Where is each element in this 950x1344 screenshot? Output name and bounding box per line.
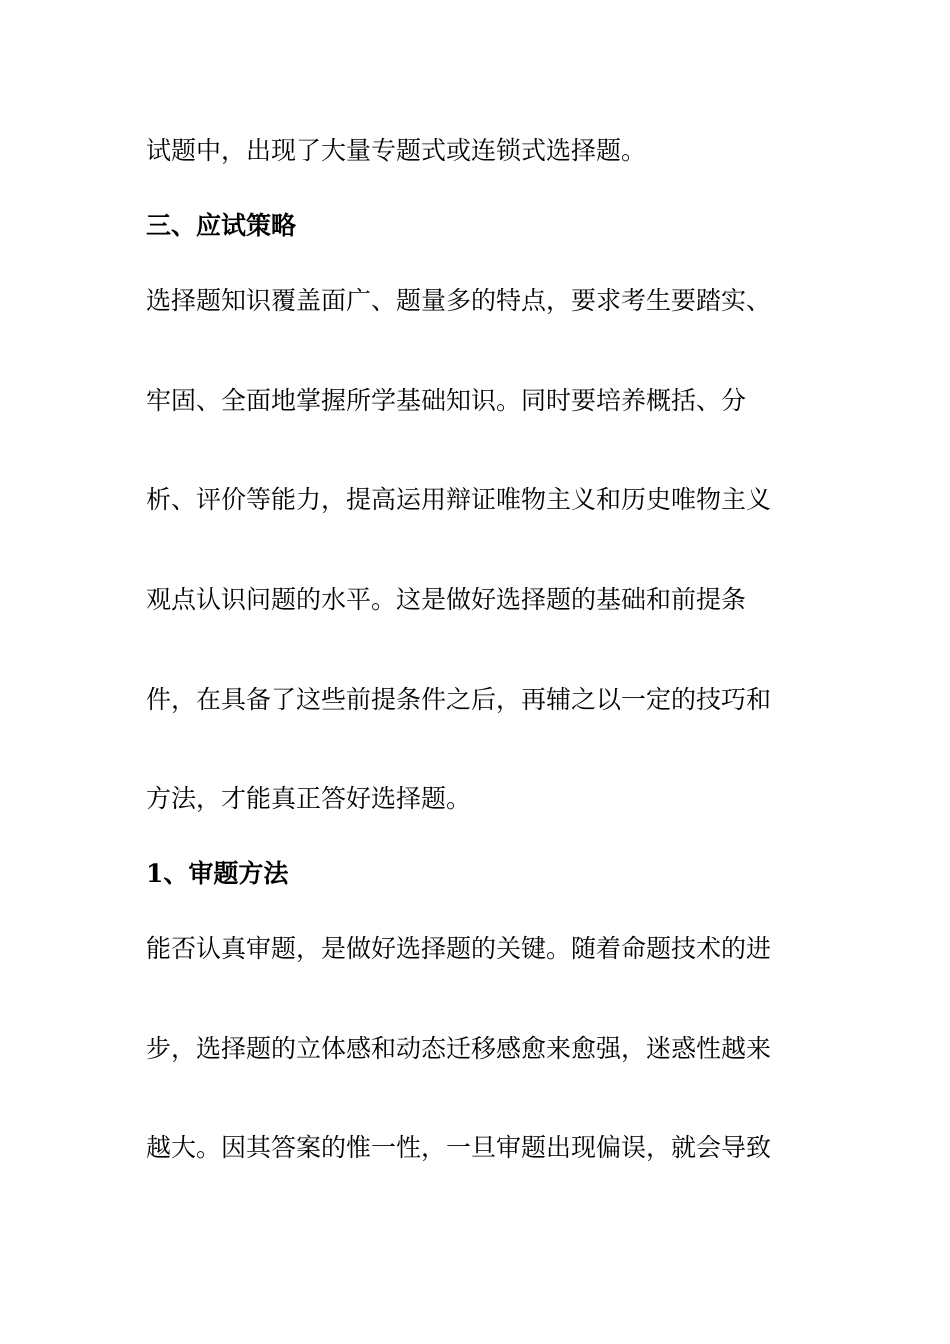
paragraph-line: 方法，才能真正答好选择题。 bbox=[146, 784, 472, 813]
paragraph-line: 观点认识问题的水平。这是做好选择题的基础和前提条 bbox=[146, 585, 747, 614]
paragraph-line: 步，选择题的立体感和动态迁移感愈来愈强，迷惑性越来 bbox=[146, 1034, 772, 1063]
paragraph-line: 选择题知识覆盖面广、题量多的特点，要求考生要踏实、 bbox=[146, 286, 772, 315]
section-heading: 三、应试策略 bbox=[146, 211, 297, 240]
paragraph-line: 牢固、全面地掌握所学基础知识。同时要培养概括、分 bbox=[146, 386, 747, 415]
paragraph-line: 件，在具备了这些前提条件之后，再辅之以一定的技巧和 bbox=[146, 685, 772, 714]
paragraph-line: 越大。因其答案的惟一性，一旦审题出现偏误，就会导致 bbox=[146, 1133, 772, 1162]
paragraph-line: 析、评价等能力，提高运用辩证唯物主义和历史唯物主义 bbox=[146, 485, 772, 514]
subsection-heading: 1、审题方法 bbox=[146, 859, 289, 888]
paragraph-line: 能否认真审题，是做好选择题的关键。随着命题技术的进 bbox=[146, 934, 772, 963]
paragraph-line: 试题中，出现了大量专题式或连锁式选择题。 bbox=[146, 136, 647, 165]
